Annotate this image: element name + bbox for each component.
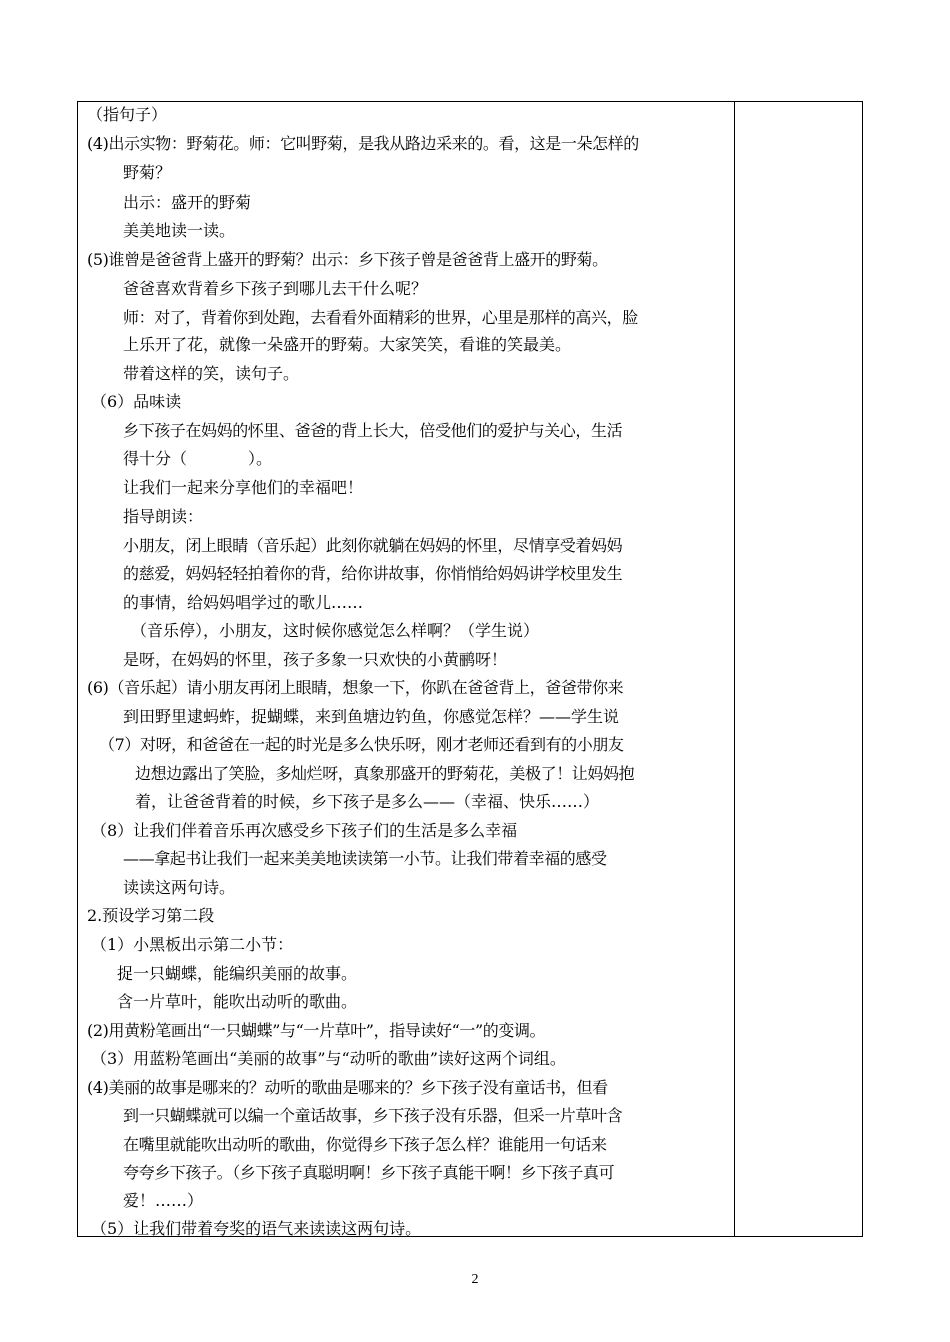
text-line: 夸夸乡下孩子。（乡下孩子真聪明啊！乡下孩子真能干啊！乡下孩子真可 [123,1163,615,1182]
text-line: 让我们一起来分享他们的幸福吧！ [123,478,364,497]
text-line: (5)谁曾是爸爸背上盛开的野菊？出示：乡下孩子曾是爸爸背上盛开的野菊。 [87,250,608,269]
text-line: 在嘴里就能吹出动听的歌曲，你觉得乡下孩子怎么样？谁能用一句话来 [123,1135,607,1154]
lesson-plan-table [77,101,863,1237]
text-line: (4)美丽的故事是哪来的？动听的歌曲是哪来的？乡下孩子没有童话书，但看 [87,1078,608,1097]
text-line: （7）对呀，和爸爸在一起的时光是多么快乐呀，刚才老师还看到有的小朋友 [99,735,624,754]
text-line: 着，让爸爸背着的时候，乡下孩子是多么——（幸福、快乐……） [135,792,600,811]
text-line: 的事情，给妈妈唱学过的歌儿…… [123,593,364,612]
text-line: 美美地读一读。 [123,221,236,240]
text-line: 读读这两句诗。 [123,878,236,897]
text-line: 出示：盛开的野菊 [123,193,252,212]
text-line: 上乐开了花，就像一朵盛开的野菊。大家笑笑，看谁的笑最美。 [123,335,572,354]
text-line: （5）让我们带着夸奖的语气来读读这两句诗。 [91,1219,422,1238]
text-line: 含一片草叶，能吹出动听的歌曲。 [117,992,358,1011]
text-line: （8）让我们伴着音乐再次感受乡下孩子们的生活是多么幸福 [91,821,518,840]
text-line: （3）用蓝粉笔画出“美丽的故事”与“动听的歌曲”读好这两个词组。 [91,1049,566,1068]
page-number: 2 [471,1272,479,1287]
text-line: ——拿起书让我们一起来美美地读读第一小节。让我们带着幸福的感受 [123,849,607,868]
text-line: （1）小黑板出示第二小节： [91,935,294,954]
text-line: 野菊？ [123,163,172,182]
text-line: 是呀，在妈妈的怀里，孩子多象一只欢快的小黄鹂呀！ [123,650,508,669]
text-line: 2.预设学习第二段 [87,906,215,925]
text-line: 师：对了，背着你到处跑，去看看外面精彩的世界，心里是那样的高兴，脸 [123,308,638,327]
text-line: (6)（音乐起）请小朋友再闭上眼睛，想象一下，你趴在爸爸背上，爸爸带你来 [87,678,624,697]
text-line: （指句子） [87,105,168,124]
text-line: (2)用黄粉笔画出“一只蝴蝶”与“一片草叶”，指导读好“一”的变调。 [87,1021,546,1040]
text-line: (4)出示实物：野菊花。师：它叫野菊，是我从路边采来的。看，这是一朵怎样的 [87,134,639,153]
text-line: 到田野里逮蚂蚱，捉蝴蝶，来到鱼塘边钓鱼，你感觉怎样？——学生说 [123,707,620,726]
text-line: 得十分（ ）。 [123,449,273,468]
text-line: 小朋友，闭上眼睛（音乐起）此刻你就躺在妈妈的怀里，尽情享受着妈妈 [123,536,623,555]
text-line: 到一只蝴蝶就可以编一个童话故事，乡下孩子没有乐器，但采一片草叶含 [123,1106,623,1125]
text-line: 的慈爱，妈妈轻轻拍着你的背，给你讲故事，你悄悄给妈妈讲学校里发生 [123,564,623,583]
text-line: （音乐停），小朋友，这时候你感觉怎么样啊？（学生说） [131,621,540,640]
text-line: 爸爸喜欢背着乡下孩子到哪儿去干什么呢？ [123,279,428,298]
text-line: （6）品味读 [91,392,182,411]
text-line: 边想边露出了笑脸，多灿烂呀，真象那盛开的野菊花，美极了！让妈妈抱 [135,764,635,783]
text-line: 指导朗读： [123,507,204,526]
text-line: 捉一只蝴蝶，能编织美丽的故事。 [117,964,358,983]
text-line: 带着这样的笑，读句子。 [123,364,300,383]
text-line: 爱！……） [123,1191,204,1210]
notes-cell [735,102,862,1236]
text-line: 乡下孩子在妈妈的怀里、爸爸的背上长大，倍受他们的爱护与关心，生活 [123,421,623,440]
